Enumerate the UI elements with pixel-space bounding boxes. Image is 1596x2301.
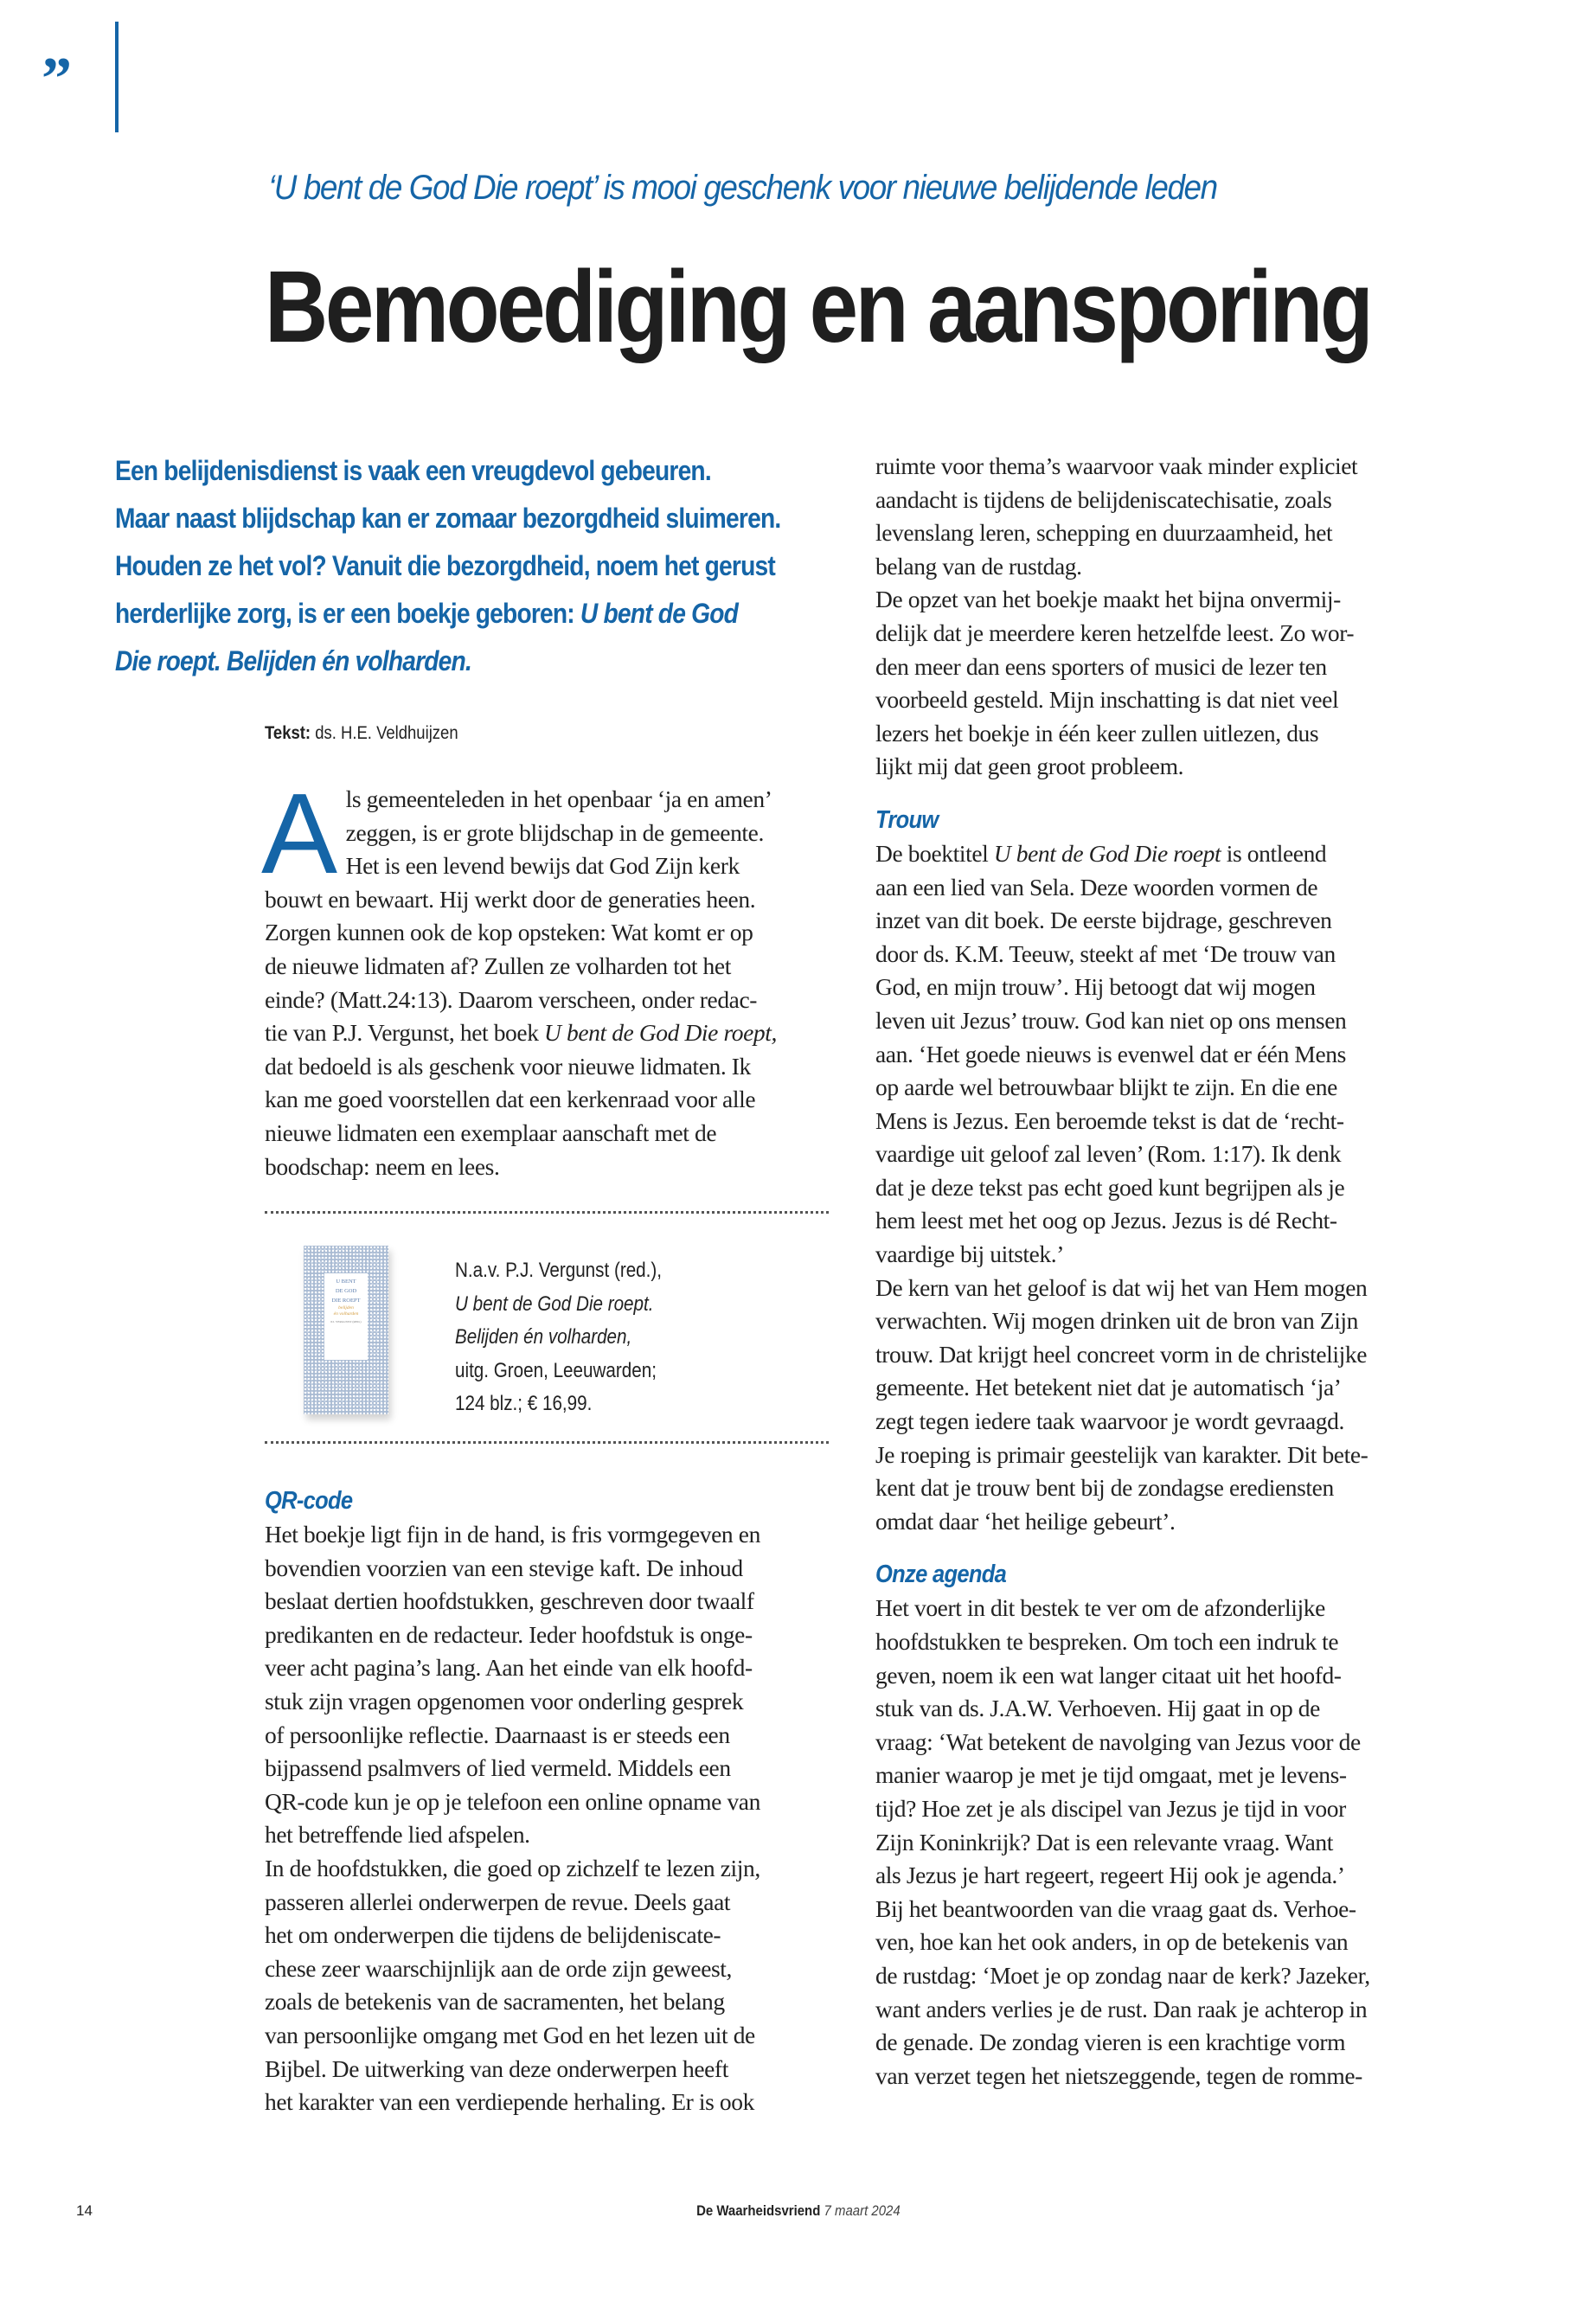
body-line: bijpassend psalmvers of lied vermeld. Middels een <box>265 1754 731 1782</box>
cover-title <box>324 1277 368 1305</box>
body-line: bovendien voorzien van een stevige kaft. De inhoud <box>265 1554 743 1581</box>
body-line: ven, hoe kan het ook anders, in op de betekenis van <box>875 1928 1349 1956</box>
body-line: dat bedoeld is als geschenk voor nieuwe lidmaten. Ik <box>265 1052 751 1080</box>
body-line: of persoonlijke reflectie. Daarnaast is er steeds een <box>265 1721 730 1748</box>
cover-subtitle <box>324 1305 368 1317</box>
body-line: veer acht pagina’s lang. Aan het einde van elk hoofd- <box>265 1654 753 1682</box>
body-line: zoals de betekenis van de sacramenten, het belang <box>265 1988 725 2016</box>
book-details <box>455 1254 662 1421</box>
byline-label: Tekst: <box>265 723 311 743</box>
body-line: stuk van ds. J.A.W. Verhoeven. Hij gaat in op de <box>875 1695 1320 1722</box>
quote-icon: ” <box>42 46 67 112</box>
section-trouw <box>875 803 1455 1538</box>
body-line: kent dat je trouw bent bij de zondagse erediensten <box>875 1474 1334 1502</box>
intro-line: Een belijdenisdienst is vaak een vreugdevol gebeuren. <box>115 455 711 486</box>
body-line: vraag: ‘Wat betekent de navolging van Jezus voor de <box>875 1727 1361 1755</box>
body-line: gemeente. Het betekent niet dat je automatisch ‘ja’ <box>875 1374 1342 1401</box>
body-line: lijkt mij dat geen groot probleem. <box>875 753 1184 780</box>
body-line: den meer dan eens sporters of musici de lezer ten <box>875 652 1327 680</box>
body-line: tijd? Hoe zet je als discipel van Jezus je tijd in voor <box>875 1794 1346 1822</box>
article-headline: Bemoediging en aansporing <box>265 250 1371 364</box>
section-heading: Onze agenda <box>875 1561 1007 1589</box>
book-subtitle: Belijden én volharden, <box>455 1325 632 1349</box>
book-pages-price: 124 blz.; € 16,99. <box>455 1392 593 1415</box>
body-line: stuk zijn vragen opgenomen voor onderling gesprek <box>265 1687 744 1715</box>
dotted-divider <box>265 1211 829 1214</box>
dotted-divider <box>265 1441 829 1444</box>
book-publisher: uitg. Groen, Leeuwarden; <box>455 1358 657 1382</box>
body-line: van persoonlijke omgang met God en het lezen uit de <box>265 2021 755 2048</box>
intro-line <box>115 590 785 638</box>
body-line: inzet van dit boek. De eerste bijdrage, geschreven <box>875 907 1332 934</box>
body-line: zeggen, is er grote blijdschap in de gemeente. <box>345 818 764 846</box>
body-line: want anders verlies je de rust. Dan raak je achterop in <box>875 1995 1368 2022</box>
issue-date: 7 maart 2024 <box>824 2202 901 2219</box>
body-line: passeren allerlei onderwerpen de revue. Deels gaat <box>265 1888 731 1915</box>
body-line: als Jezus je hart regeert, regeert Hij ook je agenda.’ <box>875 1862 1345 1889</box>
body-line: op aarde wel betrouwbaar blijkt te zijn. En die ene <box>875 1074 1337 1101</box>
body-line: ls gemeenteleden in het openbaar ‘ja en amen’ <box>345 785 772 812</box>
magazine-name: De Waarheidsvriend <box>695 2202 820 2219</box>
intro-book-title: U bent de God <box>580 598 739 629</box>
body-line: nieuwe lidmaten een exemplaar aanschaft met de <box>265 1118 717 1146</box>
book-info-box <box>265 1211 836 1443</box>
body-line: de rustdag: ‘Moet je op zondag naar de kerk? Jazeker, <box>875 1961 1370 1989</box>
cover-title-line: DIE ROEPT <box>331 1298 361 1304</box>
book-title-inline: U bent de God Die roept, <box>544 1019 777 1047</box>
body-line: Het boekje ligt fijn in de hand, is fris vormgegeven en <box>265 1521 760 1548</box>
body-line: trouw. Dat krijgt heel concreet vorm in de christelijke <box>875 1340 1368 1368</box>
article-intro <box>115 447 785 685</box>
intro-line: Houden ze het vol? Vanuit die bezorgdheid, noem het gerust <box>115 550 775 581</box>
body-line: De opzet van het boekje maakt het bijna onvermij- <box>875 586 1341 613</box>
body-line: Zijn Koninkrijk? Dat is een relevante vraag. Want <box>875 1828 1334 1856</box>
body-line: Het is een levend bewijs dat God Zijn kerk <box>345 852 740 880</box>
body-text: tie van P.J. Vergunst, het boek <box>265 1019 545 1047</box>
body-line: hem leest met het oog op Jezus. Jezus is dé Recht- <box>875 1207 1337 1234</box>
body-line: voorbeeld gesteld. Mijn inschatting is dat niet veel <box>875 686 1339 714</box>
footer-publication <box>0 2202 1596 2220</box>
body-line: zegt tegen iedere taak waarvoor je wordt gevraagd. <box>875 1407 1344 1435</box>
book-cover-image <box>304 1246 388 1414</box>
page-number: 14 <box>76 2202 93 2219</box>
body-line: door ds. K.M. Teeuw, steekt af met ‘De trouw van <box>875 939 1336 967</box>
body-line: geven, noem ik een wat langer citaat uit het hoofd- <box>875 1661 1342 1689</box>
body-line: einde? (Matt.24:13). Daarom verscheen, onder redac- <box>265 985 758 1013</box>
body-line: aan. ‘Het goede nieuws is evenwel dat er één Mens <box>875 1040 1346 1067</box>
body-line: het betreffende lied afspelen. <box>265 1821 530 1849</box>
body-line: lezers het boekje in één keer zullen uitlezen, dus <box>875 719 1319 747</box>
cover-title-line: DE GOD <box>335 1288 357 1294</box>
body-line: vaardige bij uitstek.’ <box>875 1240 1065 1268</box>
body-line: In de hoofdstukken, die goed op zichzelf te lezen zijn, <box>265 1854 760 1881</box>
article-kicker: ‘U bent de God Die roept’ is mooi geschenk voor nieuwe belijdende leden <box>268 169 1217 207</box>
book-title: U bent de God Die roept. <box>455 1292 654 1316</box>
column-right <box>875 450 1455 2093</box>
body-line: QR-code kun je op je telefoon een online opname van <box>265 1787 760 1815</box>
body-line: aan een lied van Sela. Deze woorden vormen de <box>875 873 1318 901</box>
cover-subtitle-line: belijden <box>338 1305 354 1311</box>
body-line: kan me goed voorstellen dat een kerkenraad voor alle <box>265 1086 756 1113</box>
body-line: Het voert in dit bestek te ver om de afzonderlijke <box>875 1594 1325 1622</box>
body-line: de genade. De zondag vieren is een krachtige vorm <box>875 2029 1346 2056</box>
body-line: predikanten en de redacteur. Ieder hoofdstuk is onge- <box>265 1620 753 1648</box>
body-line: boodschap: neem en lees. <box>265 1152 500 1180</box>
body-line <box>265 1016 836 1050</box>
body-line: aandacht is tijdens de belijdeniscatechisatie, zoals <box>875 485 1332 513</box>
body-line: belang van de rustdag. <box>875 552 1082 580</box>
body-line: beslaat dertien hoofdstukken, geschreven door twaalf <box>265 1587 754 1615</box>
intro-line: Maar naast blijdschap kan er zomaar bezorgdheid sluimeren. <box>115 503 781 534</box>
body-line <box>875 837 1455 871</box>
body-line: manier waarop je met je tijd omgaat, met je levens- <box>875 1761 1347 1789</box>
book-cover-label <box>324 1273 368 1360</box>
body-line: hoofdstukken te bespreken. Om toch een indruk te <box>875 1628 1339 1655</box>
section-continued <box>875 450 1455 784</box>
cover-editor: P.J. VERGUNST (RED.) <box>330 1320 362 1324</box>
body-line: bouwt en bewaart. Hij werkt door de generaties heen. <box>265 885 756 913</box>
body-line: Je roeping is primair geestelijk van karakter. Dit bete- <box>875 1440 1368 1468</box>
intro-book-title: Die roept. Belijden én volharden. <box>115 645 472 676</box>
body-line: ruimte voor thema’s waarvoor vaak minder expliciet <box>875 452 1358 479</box>
body-line: Mens is Jezus. Een beroemde tekst is dat de ‘recht- <box>875 1106 1344 1134</box>
section-onze-agenda <box>875 1557 1455 2093</box>
body-line: De kern van het geloof is dat wij het van Hem mogen <box>875 1273 1368 1301</box>
accent-divider <box>115 22 119 132</box>
book-author: N.a.v. P.J. Vergunst (red.), <box>455 1259 662 1282</box>
body-line: chese zeer waarschijnlijk aan de orde zijn geweest, <box>265 1954 733 1982</box>
body-line: God, en mijn trouw’. Hij betoogt dat wij mogen <box>875 973 1316 1001</box>
body-line: de nieuwe lidmaten af? Zullen ze volharden tot het <box>265 952 731 979</box>
body-line: Zorgen kunnen ook de kop opsteken: Wat komt er op <box>265 919 753 946</box>
intro-text: herderlijke zorg, is er een boekje geboren: <box>115 598 580 629</box>
cover-title-line: U BENT <box>336 1279 356 1285</box>
body-line: delijk dat je meerdere keren hetzelfde leest. Zo wor- <box>875 619 1355 646</box>
body-line: het karakter van een verdiepende herhaling. Er is ook <box>265 2088 754 2116</box>
drop-cap: A <box>261 770 337 897</box>
body-line: leven uit Jezus’ trouw. God kan niet op ons mensen <box>875 1006 1347 1034</box>
byline-author: ds. H.E. Veldhuijzen <box>315 723 458 743</box>
body-line: levenslang leren, schepping en duurzaamheid, het <box>875 519 1333 547</box>
body-line: vaardige uit geloof zal leven’ (Rom. 1:17). Ik denk <box>875 1140 1342 1168</box>
body-line: het om onderwerpen die tijdens de belijdeniscate- <box>265 1921 721 1949</box>
book-title-inline: U bent de God Die roept <box>993 839 1221 867</box>
body-text: De boektitel <box>875 839 994 867</box>
body-line: Bij het beantwoorden van die vraag gaat ds. Verhoe- <box>875 1894 1356 1922</box>
column-left-opening <box>261 770 836 1183</box>
body-text: is ontleend <box>1221 839 1327 867</box>
section-heading: Trouw <box>875 805 939 834</box>
section-heading: QR-code <box>265 1487 353 1515</box>
byline <box>265 723 458 744</box>
body-line: omdat daar ‘het heilige gebeurt’. <box>875 1507 1176 1535</box>
body-line: Bijbel. De uitwerking van deze onderwerpen heeft <box>265 2054 728 2082</box>
cover-subtitle-line: én volharden <box>333 1311 359 1317</box>
body-line: verwachten. Wij mogen drinken uit de bron van Zijn <box>875 1307 1359 1335</box>
body-line: dat je deze tekst pas echt goed kunt begrijpen als je <box>875 1173 1345 1201</box>
body-line: van verzet tegen het nietszeggende, tegen de romme- <box>875 2061 1362 2089</box>
section-qr-code <box>265 1484 760 2119</box>
